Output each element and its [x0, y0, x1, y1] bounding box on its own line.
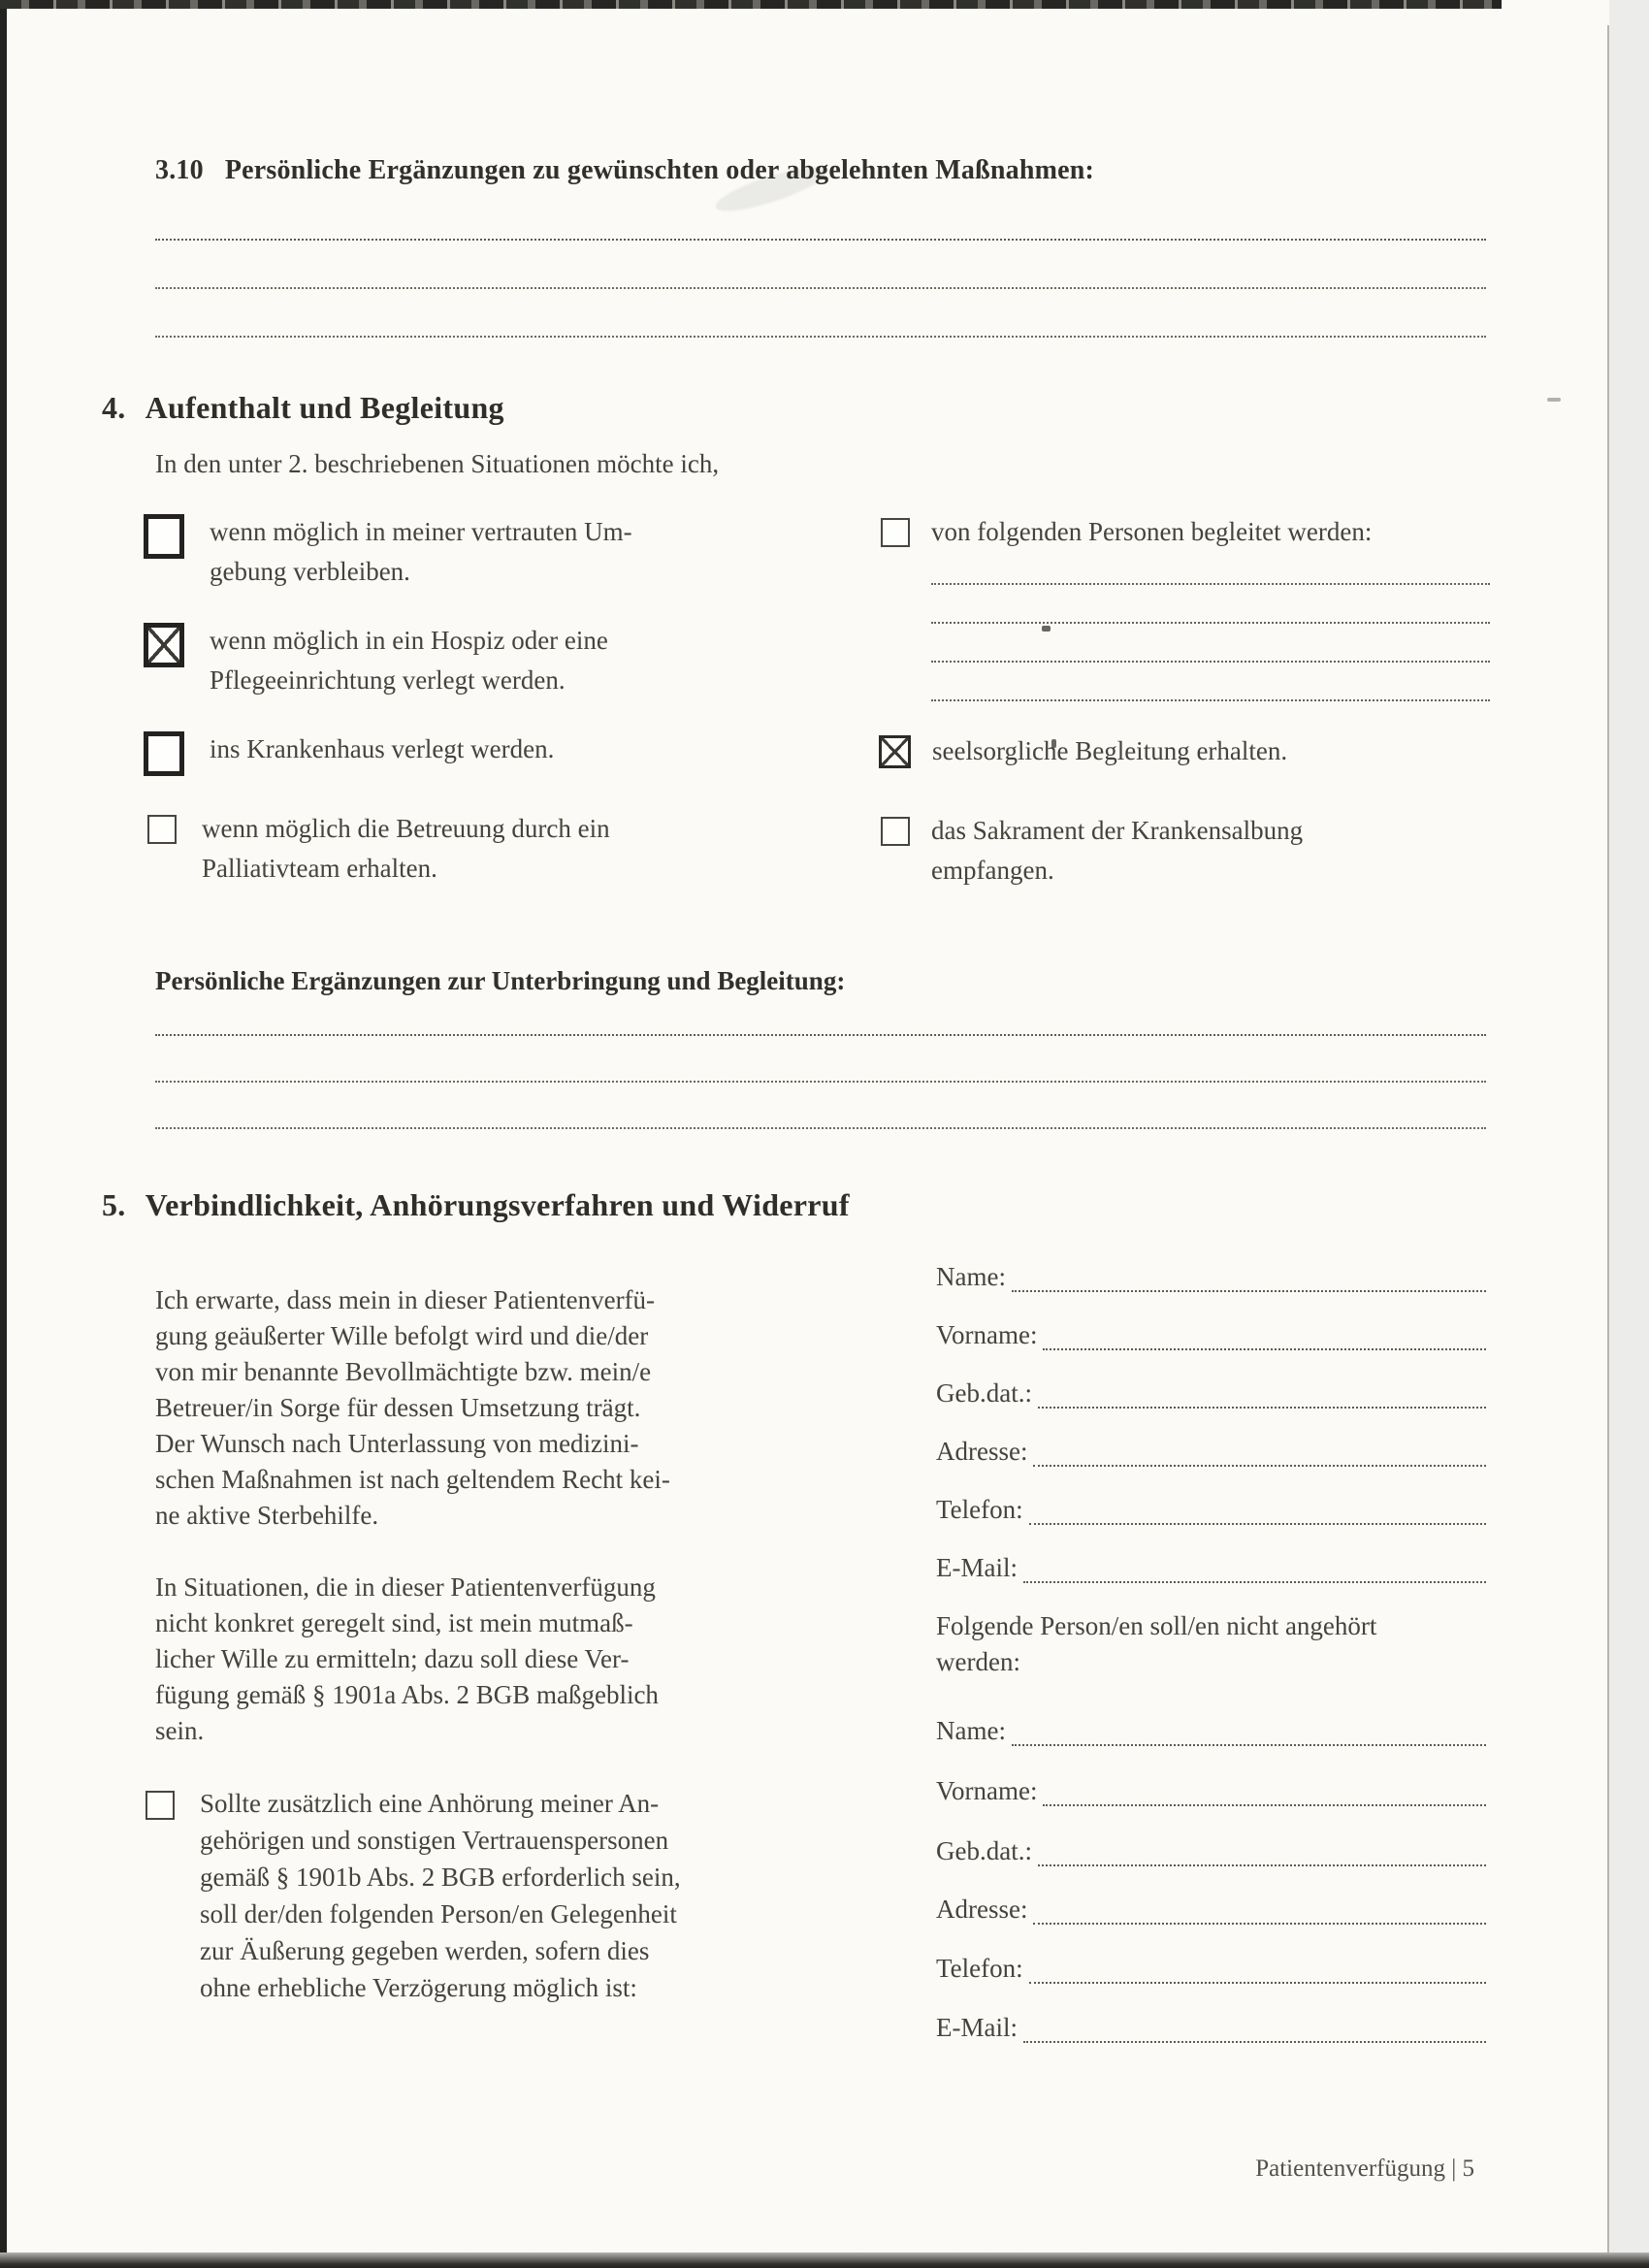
write-in-line[interactable] [1043, 1771, 1486, 1806]
option-seelsorge [879, 731, 1488, 771]
checkbox-krankenhaus[interactable] [144, 731, 184, 776]
write-in-line[interactable] [155, 1127, 1486, 1129]
option-label-line: ohne erhebliche Verzögerung möglich ist: [200, 1973, 637, 2002]
write-in-line[interactable] [1023, 2008, 1486, 2043]
field-label: E-Mail: [936, 1553, 1018, 1582]
write-in-line[interactable] [155, 1081, 1486, 1083]
write-in-line[interactable] [1043, 1315, 1486, 1350]
excluded-field-email [936, 2010, 1486, 2043]
field-telefon [936, 1492, 1486, 1525]
section-4-title: Aufenthalt und Begleitung [145, 390, 504, 425]
option-label-line: Sollte zusätzlich eine Anhörung meiner An- [200, 1789, 660, 1818]
write-in-line[interactable] [1038, 1831, 1486, 1866]
option-label-line: gebung verbleiben. [210, 557, 410, 586]
field-label: Geb.dat.: [936, 1836, 1032, 1865]
write-in-line[interactable] [1023, 1548, 1486, 1583]
scan-left-edge [0, 0, 7, 2268]
option-label-line: zur Äußerung gegeben werden, sofern dies [200, 1936, 650, 1965]
write-in-line[interactable] [155, 287, 1486, 289]
paragraph-line: gung geäußerter Wille befolgt wird und die/der [155, 1321, 649, 1350]
excluded-field-telefon [936, 1951, 1486, 1984]
write-in-line[interactable] [155, 239, 1486, 241]
write-in-line[interactable] [931, 663, 1490, 701]
paragraph-line: ne aktive Sterbehilfe. [155, 1501, 379, 1530]
write-in-line[interactable] [931, 585, 1490, 624]
section-4-heading [102, 390, 504, 426]
write-in-line[interactable] [1029, 1490, 1486, 1525]
paragraph-line: In Situationen, die in dieser Patientenverfügung [155, 1572, 656, 1602]
paragraph-line: Folgende Person/en soll/en nicht angehört [936, 1611, 1377, 1640]
excluded-field-vorname [936, 1773, 1486, 1806]
option-label-line: soll der/den folgenden Person/en Gelegenheit [200, 1899, 677, 1928]
paragraph-line: Ich erwarte, dass mein in dieser Patientenverfü- [155, 1285, 656, 1314]
section-4-number: 4. [102, 390, 126, 425]
field-label: Vorname: [936, 1776, 1038, 1805]
option-label-line: seelsorgliche Begleitung erhalten. [932, 736, 1288, 765]
page-footer: Patientenverfügung | 5 [1255, 2155, 1474, 2182]
field-label: Adresse: [936, 1437, 1028, 1466]
option-hospiz-pflegeeinrichtung [144, 621, 764, 700]
checkbox-seelsorge[interactable] [879, 735, 911, 768]
option-anhoerung [146, 1785, 805, 2006]
option-label-line: gemäß § 1901b Abs. 2 BGB erforderlich sein, [200, 1863, 681, 1892]
checkbox-hospiz-pflegeeinrichtung[interactable] [144, 623, 184, 667]
field-email [936, 1550, 1486, 1583]
option-label-line: von folgenden Personen begleitet werden: [931, 517, 1373, 546]
field-label: Name: [936, 1716, 1006, 1745]
scan-speck [1547, 398, 1561, 402]
write-in-line[interactable] [1033, 1890, 1486, 1925]
option-label-line: Pflegeeinrichtung verlegt werden. [210, 665, 566, 695]
field-label: E-Mail: [936, 2013, 1018, 2042]
option-label-line: wenn möglich in ein Hospiz oder eine [210, 626, 608, 655]
paragraph-line: fügung gemäß § 1901a Abs. 2 BGB maßgeblich [155, 1680, 659, 1709]
option-label-line: ins Krankenhaus verlegt werden. [210, 734, 555, 763]
option-label-line: empfangen. [931, 856, 1054, 885]
scan-page-edge [1607, 25, 1609, 2268]
section-3-10-title: Persönliche Ergänzungen zu gewünschten oder abgelehnten Maßnahmen: [224, 155, 1095, 185]
option-begleitpersonen [881, 512, 1490, 701]
section-5-paragraph-2 [155, 1570, 815, 1749]
option-krankenhaus [144, 729, 764, 776]
field-label: Adresse: [936, 1895, 1028, 1924]
write-in-line[interactable] [931, 624, 1490, 663]
option-krankensalbung [881, 811, 1490, 891]
checkbox-vertraute-umgebung[interactable] [144, 514, 184, 559]
write-in-line[interactable] [1038, 1374, 1486, 1409]
section-5-paragraph-1 [155, 1282, 815, 1534]
section-3-10-number: 3.10 [155, 155, 204, 185]
paragraph-line: von mir benannte Bevollmächtigte bzw. mein/e [155, 1357, 652, 1386]
section-5-title: Verbindlichkeit, Anhörungsverfahren und Widerruf [145, 1187, 850, 1222]
paragraph-line: schen Maßnahmen ist nach geltendem Recht kei- [155, 1465, 670, 1494]
field-label: Geb.dat.: [936, 1378, 1032, 1408]
write-in-line[interactable] [1033, 1432, 1486, 1467]
section-5-heading [102, 1187, 850, 1223]
paragraph-line: nicht konkret geregelt sind, ist mein mutmaß- [155, 1608, 633, 1637]
option-label-line: das Sakrament der Krankensalbung [931, 816, 1304, 845]
paragraph-line: licher Wille zu ermitteln; dazu soll diese Ver- [155, 1644, 630, 1673]
option-label-line: wenn möglich die Betreuung durch ein [202, 814, 610, 843]
checkbox-anhoerung[interactable] [146, 1791, 175, 1820]
write-in-line[interactable] [1012, 1711, 1486, 1746]
write-in-line[interactable] [155, 1034, 1486, 1036]
scan-right-margin [1609, 0, 1649, 2268]
field-label: Name: [936, 1262, 1006, 1291]
checkbox-palliativteam[interactable] [147, 815, 177, 844]
option-label-line: gehörigen und sonstigen Vertrauenspersonen [200, 1826, 669, 1855]
field-label: Telefon: [936, 1954, 1023, 1983]
scan-top-edge [0, 0, 1502, 9]
option-vertraute-umgebung [144, 512, 764, 592]
option-label-line: wenn möglich in meiner vertrauten Um- [210, 517, 632, 546]
paragraph-line: werden: [936, 1647, 1020, 1676]
option-label-line: Palliativteam erhalten. [202, 854, 437, 883]
write-in-line[interactable] [931, 552, 1490, 585]
write-in-line[interactable] [155, 336, 1486, 338]
excluded-field-adresse [936, 1892, 1486, 1925]
supplement-heading: Persönliche Ergänzungen zur Unterbringung und Begleitung: [155, 966, 846, 995]
field-adresse [936, 1434, 1486, 1467]
paragraph-line: Der Wunsch nach Unterlassung von medizini- [155, 1429, 639, 1458]
excluded-field-name [936, 1713, 1486, 1746]
field-vorname [936, 1317, 1486, 1350]
field-label: Telefon: [936, 1495, 1023, 1524]
checkbox-begleitpersonen[interactable] [881, 518, 910, 547]
checkbox-krankensalbung[interactable] [881, 817, 910, 846]
paragraph-line: sein. [155, 1716, 205, 1745]
write-in-line[interactable] [1012, 1257, 1486, 1292]
field-gebdat [936, 1376, 1486, 1409]
excluded-field-gebdat [936, 1833, 1486, 1866]
write-in-line[interactable] [1029, 1949, 1486, 1984]
section-5-number: 5. [102, 1187, 126, 1222]
option-palliativteam [147, 809, 768, 889]
section-3-10-heading [155, 155, 1494, 186]
scan-bottom-edge [0, 2252, 1649, 2268]
paragraph-line: Betreuer/in Sorge für dessen Umsetzung trägt. [155, 1393, 641, 1422]
field-name [936, 1259, 1486, 1292]
section-4-intro: In den unter 2. beschriebenen Situationen möchte ich, [155, 449, 720, 478]
field-label: Vorname: [936, 1320, 1038, 1349]
excluded-persons-intro [936, 1608, 1499, 1680]
